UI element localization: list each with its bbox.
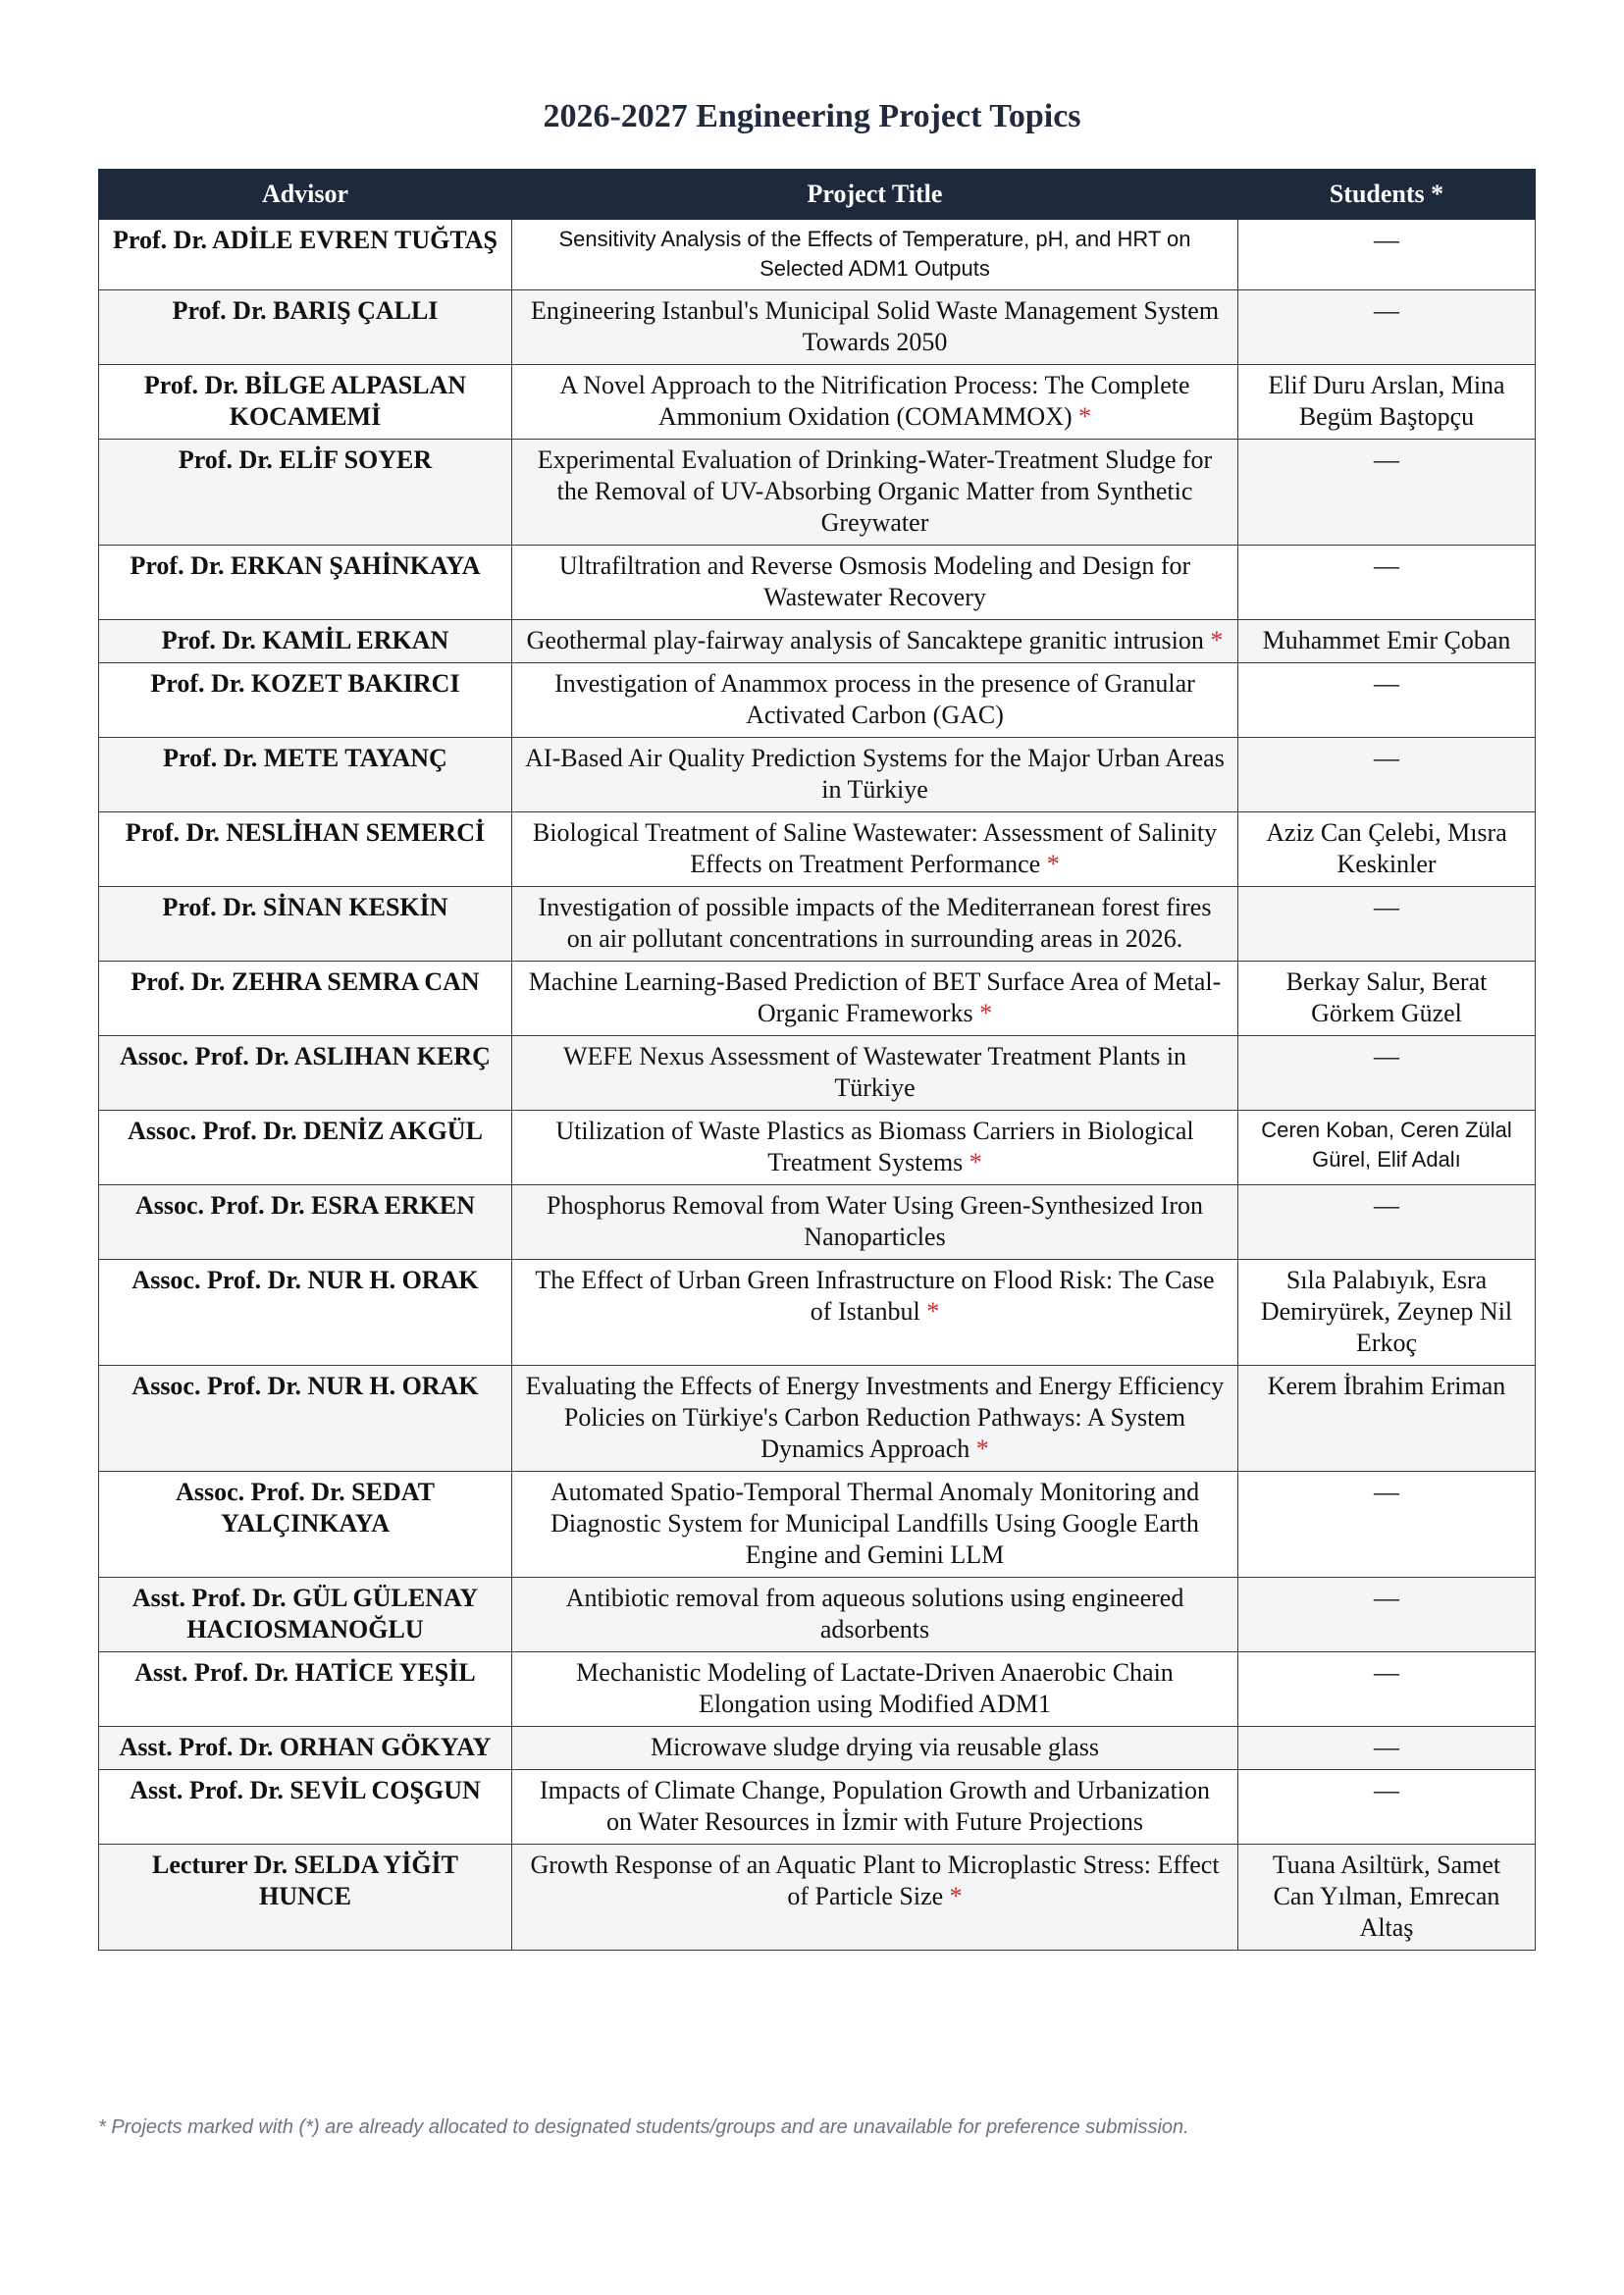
advisor-cell: Prof. Dr. METE TAYANÇ (99, 738, 512, 812)
project-title-text: Investigation of possible impacts of the Mediterranean forest fires on air pollutant concentrations in surrounding areas in 2026. (538, 893, 1212, 953)
table-row (99, 962, 1536, 1036)
advisor-cell: Prof. Dr. BİLGE ALPASLAN KOCAMEMİ (99, 365, 512, 440)
table-row (99, 440, 1536, 546)
table-row (99, 887, 1536, 962)
column-header-advisor: Advisor (99, 170, 512, 220)
allocated-marker: * (1046, 850, 1060, 878)
table-row (99, 663, 1536, 738)
advisor-cell: Prof. Dr. ELİF SOYER (99, 440, 512, 546)
project-title-text: Automated Spatio-Temporal Thermal Anomaly Monitoring and Diagnostic System for Municipal Landfills Using Google Earth Engine and Gemini LLM (550, 1478, 1200, 1569)
table-header-row (99, 170, 1536, 220)
students-cell: Aziz Can Çelebi, Mısra Keskinler (1238, 812, 1536, 887)
students-cell: — (1238, 1578, 1536, 1652)
project-title-text: Microwave sludge drying via reusable glass (650, 1733, 1100, 1761)
project-title-cell (512, 1578, 1238, 1652)
project-title-text: Biological Treatment of Saline Wastewater: Assessment of Salinity Effects on Treatment Performance (532, 818, 1218, 878)
advisor-cell: Prof. Dr. NESLİHAN SEMERCİ (99, 812, 512, 887)
table-row (99, 620, 1536, 663)
project-title-cell (512, 962, 1238, 1036)
project-title-text: WEFE Nexus Assessment of Wastewater Treatment Plants in Türkiye (562, 1042, 1187, 1102)
allocated-marker: * (949, 1882, 963, 1910)
allocated-marker: * (969, 1148, 982, 1176)
project-title-text: Growth Response of an Aquatic Plant to Microplastic Stress: Effect of Particle Size (530, 1851, 1220, 1910)
table-row (99, 812, 1536, 887)
project-title-cell (512, 1366, 1238, 1472)
advisor-cell: Assoc. Prof. Dr. ASLIHAN KERÇ (99, 1036, 512, 1111)
project-title-cell (512, 887, 1238, 962)
advisor-cell: Prof. Dr. ERKAN ŞAHİNKAYA (99, 546, 512, 620)
footnote: * Projects marked with (*) are already allocated to designated students/groups and are unavailable for preference submission. (98, 2116, 1189, 2138)
column-header-students: Students * (1238, 170, 1536, 220)
table-row (99, 1366, 1536, 1472)
advisor-cell: Asst. Prof. Dr. HATİCE YEŞİL (99, 1652, 512, 1727)
project-title-cell (512, 1652, 1238, 1727)
project-title-cell (512, 220, 1238, 290)
students-cell: — (1238, 220, 1536, 290)
table-row (99, 546, 1536, 620)
advisor-cell: Assoc. Prof. Dr. SEDAT YALÇINKAYA (99, 1472, 512, 1578)
advisor-cell: Prof. Dr. KAMİL ERKAN (99, 620, 512, 663)
project-title-cell (512, 1185, 1238, 1260)
students-cell: Ceren Koban, Ceren Zülal Gürel, Elif Adalı (1238, 1111, 1536, 1185)
table-row (99, 1845, 1536, 1951)
project-title-cell (512, 1260, 1238, 1366)
advisor-cell: Prof. Dr. BARIŞ ÇALLI (99, 290, 512, 365)
project-title-cell (512, 1727, 1238, 1770)
advisor-cell: Asst. Prof. Dr. GÜL GÜLENAY HACIOSMANOĞLU (99, 1578, 512, 1652)
project-title-cell (512, 1111, 1238, 1185)
project-title-text: Machine Learning-Based Prediction of BET Surface Area of Metal-Organic Frameworks (528, 967, 1222, 1027)
project-title-text: Ultrafiltration and Reverse Osmosis Modeling and Design for Wastewater Recovery (558, 551, 1191, 611)
allocated-marker: * (926, 1297, 940, 1326)
project-title-text: Investigation of Anammox process in the presence of Granular Activated Carbon (GAC) (554, 669, 1195, 729)
advisor-cell: Prof. Dr. KOZET BAKIRCI (99, 663, 512, 738)
students-cell: — (1238, 440, 1536, 546)
project-title-text: AI-Based Air Quality Prediction Systems for the Major Urban Areas in Türkiye (525, 744, 1225, 804)
table-row (99, 1036, 1536, 1111)
students-cell: Kerem İbrahim Eriman (1238, 1366, 1536, 1472)
advisor-cell: Assoc. Prof. Dr. NUR H. ORAK (99, 1260, 512, 1366)
project-title-text: Utilization of Waste Plastics as Biomass Carriers in Biological Treatment Systems (555, 1117, 1194, 1176)
students-cell: Berkay Salur, Berat Görkem Güzel (1238, 962, 1536, 1036)
allocated-marker: * (975, 1434, 989, 1463)
advisor-cell: Asst. Prof. Dr. ORHAN GÖKYAY (99, 1727, 512, 1770)
column-header-project-title: Project Title (512, 170, 1238, 220)
table-row (99, 1578, 1536, 1652)
table-row (99, 1770, 1536, 1845)
students-cell: — (1238, 663, 1536, 738)
project-title-cell (512, 1036, 1238, 1111)
project-topics-table (98, 169, 1536, 1951)
project-title-cell (512, 1472, 1238, 1578)
students-cell: — (1238, 1036, 1536, 1111)
students-cell: — (1238, 887, 1536, 962)
table-row (99, 220, 1536, 290)
project-title-text: Phosphorus Removal from Water Using Green-Synthesized Iron Nanoparticles (547, 1191, 1203, 1251)
students-cell: — (1238, 1770, 1536, 1845)
project-title-cell (512, 738, 1238, 812)
project-title-cell (512, 620, 1238, 663)
students-cell: Elif Duru Arslan, Mina Begüm Baştopçu (1238, 365, 1536, 440)
students-cell: — (1238, 1185, 1536, 1260)
advisor-cell: Prof. Dr. ADİLE EVREN TUĞTAŞ (99, 220, 512, 290)
allocated-marker: * (1078, 402, 1092, 431)
advisor-cell: Prof. Dr. ZEHRA SEMRA CAN (99, 962, 512, 1036)
table-row (99, 738, 1536, 812)
project-title-cell (512, 365, 1238, 440)
students-cell: Tuana Asiltürk, Samet Can Yılman, Emrecan Altaş (1238, 1845, 1536, 1951)
students-cell: — (1238, 1727, 1536, 1770)
table-row (99, 1185, 1536, 1260)
table-row (99, 1260, 1536, 1366)
students-cell: Muhammet Emir Çoban (1238, 620, 1536, 663)
advisor-cell: Assoc. Prof. Dr. ESRA ERKEN (99, 1185, 512, 1260)
advisor-cell: Asst. Prof. Dr. SEVİL COŞGUN (99, 1770, 512, 1845)
project-title-cell (512, 663, 1238, 738)
table-row (99, 1652, 1536, 1727)
table-row (99, 1472, 1536, 1578)
advisor-cell: Assoc. Prof. Dr. DENİZ AKGÜL (99, 1111, 512, 1185)
table-row (99, 365, 1536, 440)
project-title-text: Impacts of Climate Change, Population Growth and Urbanization on Water Resources in İzmir with Future Projections (539, 1776, 1211, 1836)
project-title-text: Experimental Evaluation of Drinking-Water-Treatment Sludge for the Removal of UV-Absorbing Organic Matter from Synthetic Greywater (537, 445, 1213, 537)
project-title-text: A Novel Approach to the Nitrification Process: The Complete Ammonium Oxidation (COMAMMOX) (559, 371, 1190, 431)
students-cell: — (1238, 290, 1536, 365)
project-title-text: Mechanistic Modeling of Lactate-Driven Anaerobic Chain Elongation using Modified ADM1 (576, 1658, 1174, 1718)
students-cell: — (1238, 546, 1536, 620)
students-cell: — (1238, 1652, 1536, 1727)
advisor-cell: Assoc. Prof. Dr. NUR H. ORAK (99, 1366, 512, 1472)
page-title: 2026-2027 Engineering Project Topics (543, 98, 1081, 134)
allocated-marker: * (1210, 626, 1224, 654)
project-title-text: Antibiotic removal from aqueous solutions using engineered adsorbents (565, 1584, 1184, 1643)
project-title-text: Sensitivity Analysis of the Effects of Temperature, pH, and HRT on Selected ADM1 Outputs (558, 227, 1191, 281)
project-title-text: Engineering Istanbul's Municipal Solid Waste Management System Towards 2050 (530, 296, 1220, 356)
students-cell: — (1238, 738, 1536, 812)
table-row (99, 290, 1536, 365)
advisor-cell: Lecturer Dr. SELDA YİĞİT HUNCE (99, 1845, 512, 1951)
project-title-cell (512, 440, 1238, 546)
project-title-text: Evaluating the Effects of Energy Investments and Energy Efficiency Policies on Türkiye's Carbon Reduction Pathways: A System Dynamics Approach (525, 1372, 1225, 1463)
project-title-cell (512, 1770, 1238, 1845)
project-title-text: Geothermal play-fairway analysis of Sancaktepe granitic intrusion (526, 626, 1204, 654)
project-title-cell (512, 290, 1238, 365)
project-title-cell (512, 812, 1238, 887)
allocated-marker: * (979, 999, 993, 1027)
advisor-cell: Prof. Dr. SİNAN KESKİN (99, 887, 512, 962)
project-title-text: The Effect of Urban Green Infrastructure on Flood Risk: The Case of Istanbul (535, 1266, 1215, 1326)
students-cell: — (1238, 1472, 1536, 1578)
students-cell: Sıla Palabıyık, Esra Demiryürek, Zeynep Nil Erkoç (1238, 1260, 1536, 1366)
table-row (99, 1111, 1536, 1185)
project-title-cell (512, 1845, 1238, 1951)
table-row (99, 1727, 1536, 1770)
project-title-cell (512, 546, 1238, 620)
